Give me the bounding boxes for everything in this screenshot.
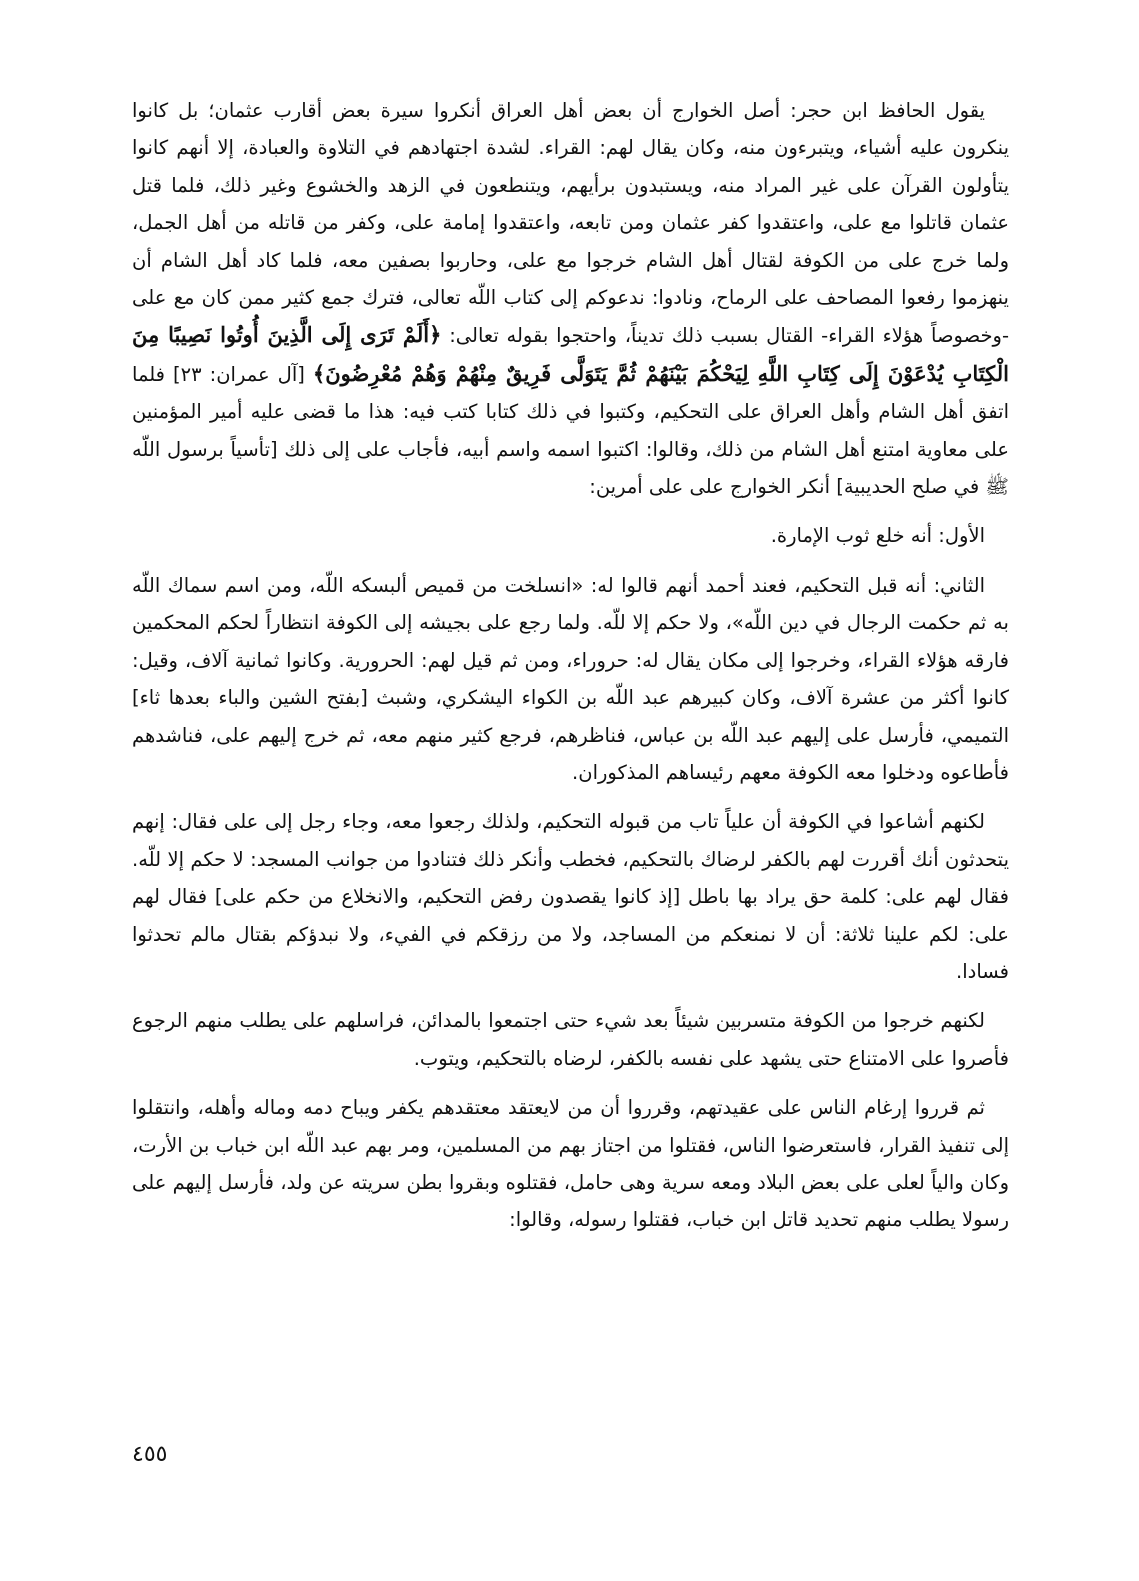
paragraph-2: الأول: أنه خلع ثوب الإمارة. [770, 524, 985, 548]
paragraph-1-rest: [آل عمران: ٢٣] فلما اتفق أهل الشام وأهل العراق على التحكيم، وكتبوا في ذلك كتابا كتب فيه: هذا ما قضى عليه أمير المؤمنين على معاوية امتنع أهل الشام من ذلك، وقالوا: اكتبوا اسمه واسم أبيه، فأجاب على إلى ذلك [تأسياً برسول اللّه ﷺ في صلح الحديبية] أنكر الخوارج على على أمرين: [132, 362, 1009, 499]
paragraph-4: لكنهم أشاعوا في الكوفة أن علياً تاب من قبوله التحكيم، ولذلك رجعوا معه، وجاء رجل إلى على فقال: إنهم يتحدثون أنك أقررت لهم بالكفر لرضاك بالتحكيم، فخطب وأنكر ذلك فتنادوا من جوانب المسجد: لا حكم إلا للّه. فقال لهم على: كلمة حق يراد بها باطل [إذ كانوا يقصدون رفض التحكيم، والانخلاع من حكم على] فقال لهم على: لكم علينا ثلاثة: أن لا نمنعكم من المساجد، ولا من رزقكم في الفيء، ولا نبدؤكم بقتال مالم تحدثوا فسادا. [132, 810, 1009, 983]
paragraph-1-intro: يقول الحافظ ابن حجر: أصل الخوارج أن بعض أهل العراق أنكروا سيرة بعض أقارب عثمان؛ بل كانوا ينكرون عليه أشياء، ويتبرءون منه، وكان يقال لهم: القراء. لشدة اجتهادهم في التلاوة والعبادة، إلا أنهم كانوا يتأولون القرآن على غير المراد منه، ويستبدون برأيهم، ويتنطعون في الزهد والخشوع وغير ذلك، فلما قتل عثمان قاتلوا مع على، واعتقدوا كفر عثمان ومن تابعه، واعتقدوا إمامة على، وكفر من قاتله من أهل الجمل، ولما خرج على من الكوفة لقتال أهل الشام خرجوا مع على، وحاربوا بصفين معه، فلما كاد أهل الشام أن ينهزموا رفعوا المصاحف على الرماح، ونادوا: ندعوكم إلى كتاب اللّه تعالى، فترك جمع كثير ممن كان مع على -وخصوصاً هؤلاء القراء- القتال بسبب ذلك تديناً، واحتجوا بقوله تعالى: [132, 99, 1009, 348]
paragraph-3: الثاني: أنه قبل التحكيم، فعند أحمد أنهم قالوا له: «انسلخت من قميص ألبسكه اللّه، ومن اسم سماك اللّه به ثم حكمت الرجال في دين اللّه»، ولا حكم إلا للّه. ولما رجع على بجيشه إلى الكوفة انتظاراً لحكم المحكمين فارقه هؤلاء القراء، وخرجوا إلى مكان يقال له: حروراء، ومن ثم قيل لهم: الحرورية. وكانوا ثمانية آلاف، وقيل: كانوا أكثر من عشرة آلاف، وكان كبيرهم عبد اللّه بن الكواء اليشكري، وشبث [بفتح الشين والباء بعدها ثاء] التميمي، فأرسل على إليهم عبد اللّه بن عباس، فناظرهم، فرجع كثير منهم معه، ثم خرج إليهم على، فناشدهم فأطاعوه ودخلوا معه الكوفة معهم رئيساهم المذكوران. [132, 573, 1009, 784]
paragraph-5: لكنهم خرجوا من الكوفة متسربين شيئاً بعد شيء حتى اجتمعوا بالمدائن، فراسلهم على يطلب منهم الرجوع فأصروا على الامتناع حتى يشهد على نفسه بالكفر، لرضاه بالتحكيم، ويتوب. [132, 1009, 1009, 1070]
page-number: ٤٥٥ [132, 1442, 168, 1467]
paragraph-6: ثم قرروا إرغام الناس على عقيدتهم، وقرروا أن من لايعتقد معتقدهم يكفر ويباح دمه وماله وأهله، وانتقلوا إلى تنفيذ القرار، فاستعرضوا الناس، فقتلوا من اجتاز بهم من المسلمين، ومر بهم عبد اللّه ابن خباب بن الأرت، وكان والياً لعلى على بعض البلاد ومعه سرية وهى حامل، فقتلوه وبقروا بطن سريته عن ولد، فأرسل إليهم على رسولا يطلب منهم تحديد قاتل ابن خباب، فقتلوا رسوله، وقالوا: [132, 1096, 1009, 1232]
paragraph-1 [132, 92, 1009, 505]
quran-verse: ﴿أَلَمْ تَرَى إِلَى الَّذِينَ أُوتُوا نَصِيبًا مِنَ الْكِتَابِ يُدْعَوْنَ إِلَى كِتَابِ اللَّهِ لِيَحْكُمَ بَيْنَهُمْ ثُمَّ يَتَوَلَّى فَرِيقٌ مِنْهُمْ وَهُمْ مُعْرِضُونَ﴾ [132, 322, 1009, 386]
